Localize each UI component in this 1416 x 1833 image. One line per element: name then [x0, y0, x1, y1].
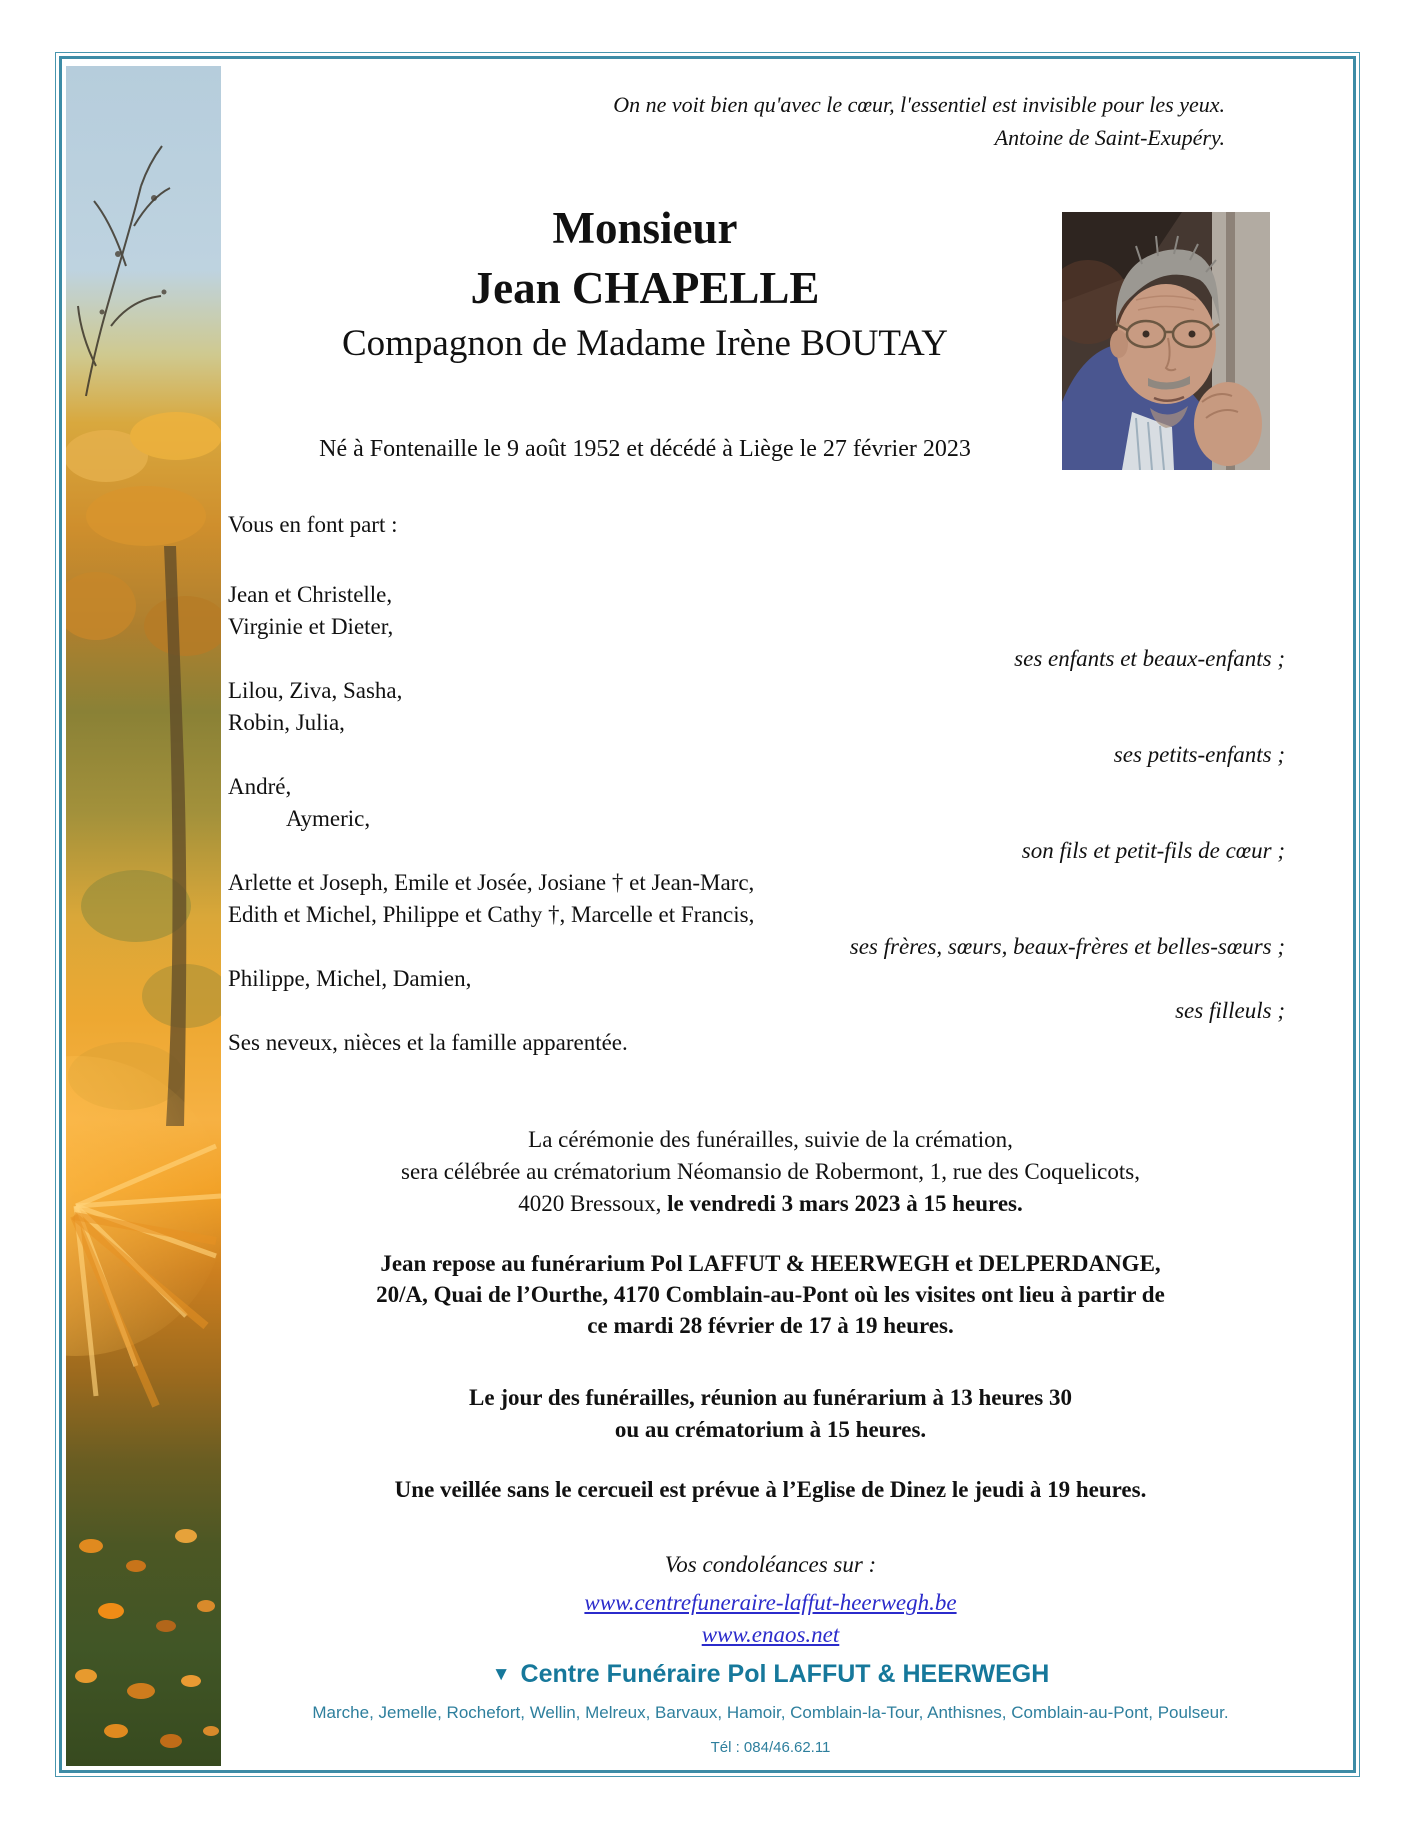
- funeral-home-name: Centre Funéraire Pol LAFFUT & HEERWEGH: [520, 1660, 1050, 1688]
- funeral-home-phone: Tél : 084/46.62.11: [710, 1739, 831, 1756]
- family-relation-line: ses filleuls ;: [1175, 998, 1285, 1023]
- funeral-day-line: ou au crématorium à 15 heures.: [614, 1417, 927, 1442]
- deceased-title-block: [228, 198, 1062, 370]
- family-names-line: Robin, Julia,: [228, 710, 345, 735]
- family-intro: Vous en font part :: [228, 512, 398, 537]
- deceased-name: Jean CHAPELLE: [470, 263, 820, 313]
- repose-line: 20/A, Quai de l’Ourthe, 4170 Comblain-au-Pont où les visites ont lieu à partir de: [376, 1282, 1165, 1307]
- ceremony-line: sera célébrée au crématorium Néomansio de Robermont, 1, rue des Coquelicots,: [401, 1159, 1140, 1184]
- opening-quote: [400, 88, 1225, 154]
- funeral-day-details: [228, 1382, 1313, 1446]
- family-names-line: Jean et Christelle,: [228, 582, 393, 607]
- funeral-home-brand: [228, 1660, 1313, 1689]
- autumn-photo-strip-image: [66, 66, 221, 1766]
- condolences-link-enaos[interactable]: www.enaos.net: [701, 1622, 840, 1647]
- repose-details: [228, 1248, 1313, 1341]
- family-relation-line: son fils et petit-fils de cœur ;: [1021, 838, 1285, 863]
- family-names-line: Philippe, Michel, Damien,: [228, 966, 472, 991]
- family-names-line: Ses neveux, nièces et la famille apparentée.: [228, 1030, 628, 1055]
- deceased-relation: Compagnon de Madame Irène BOUTAY: [341, 323, 949, 364]
- family-names-line: Aymeric,: [286, 806, 371, 831]
- condolences-link-row: [228, 1590, 1313, 1616]
- quote-line: On ne voit bien qu'avec le cœur, l'essentiel est invisible pour les yeux.: [613, 92, 1225, 117]
- condolences-link-funeral-home[interactable]: www.centrefuneraire-laffut-heerwegh.be: [584, 1590, 957, 1615]
- life-dates: Né à Fontenaille le 9 août 1952 et décédé à Liège le 27 février 2023: [319, 436, 971, 462]
- funeral-home-locations: Marche, Jemelle, Rochefort, Wellin, Melreux, Barvaux, Hamoir, Comblain-la-Tour, Anthisnes, Comblain-au-Pont, Poulseur.: [312, 1703, 1229, 1722]
- ceremony-line: [228, 1188, 1313, 1220]
- ceremony-details: [228, 1124, 1313, 1220]
- family-relation-line: ses enfants et beaux-enfants ;: [1014, 646, 1285, 671]
- condolences-label: Vos condoléances sur :: [664, 1552, 877, 1577]
- repose-line: ce mardi 28 février de 17 à 19 heures.: [587, 1313, 954, 1338]
- ceremony-line: La cérémonie des funérailles, suivie de la crémation,: [528, 1127, 1013, 1152]
- down-triangle-icon: ▼: [491, 1664, 511, 1685]
- funeral-day-line: Le jour des funérailles, réunion au funérarium à 13 heures 30: [469, 1385, 1072, 1410]
- ceremony-datetime: le vendredi 3 mars 2023 à 15 heures.: [667, 1191, 1023, 1216]
- family-names-line: André,: [228, 774, 292, 799]
- portrait-photo-image: [1062, 212, 1270, 470]
- family-relation-line: ses petits-enfants ;: [1113, 742, 1285, 767]
- family-list: [228, 512, 1285, 1059]
- family-relation-line: ses frères, sœurs, beaux-frères et belles-sœurs ;: [849, 934, 1285, 959]
- portrait-photo: [1062, 212, 1270, 470]
- family-names-line: Lilou, Ziva, Sasha,: [228, 678, 403, 703]
- family-names-line: Edith et Michel, Philippe et Cathy †, Marcelle et Francis,: [228, 902, 755, 927]
- ceremony-city: 4020 Bressoux,: [518, 1191, 668, 1216]
- deceased-civility: Monsieur: [552, 203, 738, 253]
- autumn-photo-strip: [66, 66, 221, 1766]
- repose-line: Jean repose au funérarium Pol LAFFUT & HEERWEGH et DELPERDANGE,: [380, 1251, 1161, 1276]
- family-names-line: Arlette et Joseph, Emile et Josée, Josiane † et Jean-Marc,: [228, 870, 755, 895]
- vigil-notice: Une veillée sans le cercueil est prévue à l’Eglise de Dinez le jeudi à 19 heures.: [394, 1477, 1147, 1502]
- condolences-link-row: [228, 1622, 1313, 1648]
- quote-attribution: Antoine de Saint-Exupéry.: [994, 125, 1225, 150]
- family-names-line: Virginie et Dieter,: [228, 614, 394, 639]
